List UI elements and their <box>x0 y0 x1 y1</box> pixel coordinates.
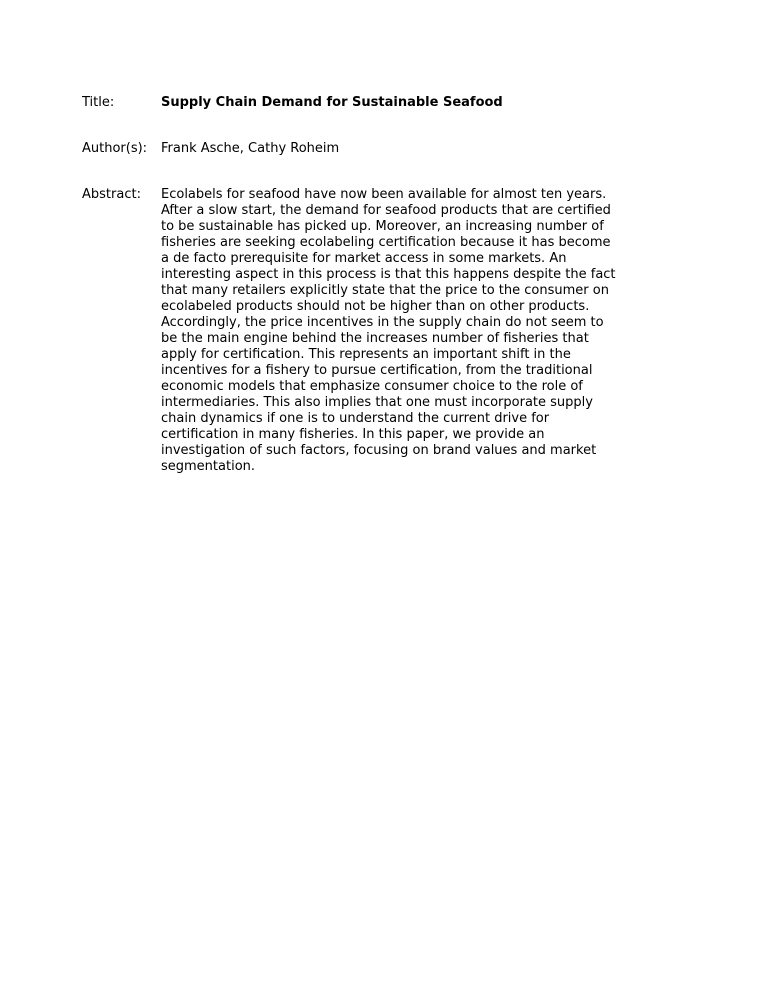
title-label: Title: <box>82 95 115 110</box>
abstract-row <box>82 187 642 475</box>
abstract-text: Ecolabels for seafood have now been available for almost ten years. After a slow start, the demand for seafood products that are certified to be sustainable has picked up. Moreover, an increasing number of fisheries are seeking ecolabeling certification because it has become a de facto prerequisite for market access in some markets. An interesting aspect in this process is that this happens despite the fact that many retailers explicitly state that the price to the consumer on ecolabeled products should not be higher than on other products. Accordingly, the price incentives in the supply chain do not seem to be the main engine behind the increases number of fisheries that apply for certification. This represents an important shift in the incentives for a fishery to pursue certification, from the traditional economic models that emphasize consumer choice to the role of intermediaries. This also implies that one must incorporate supply chain dynamics if one is to understand the current drive for certification in many fisheries. In this paper, we provide an investigation of such factors, focusing on brand values and market segmentation. <box>161 187 616 474</box>
authors-value: Frank Asche, Cathy Roheim <box>161 141 340 156</box>
title-row <box>82 95 642 111</box>
paper-title: Supply Chain Demand for Sustainable Seafood <box>161 95 503 110</box>
abstract-label: Abstract: <box>82 187 141 202</box>
authors-row <box>82 141 642 157</box>
authors-label: Author(s): <box>82 141 148 156</box>
